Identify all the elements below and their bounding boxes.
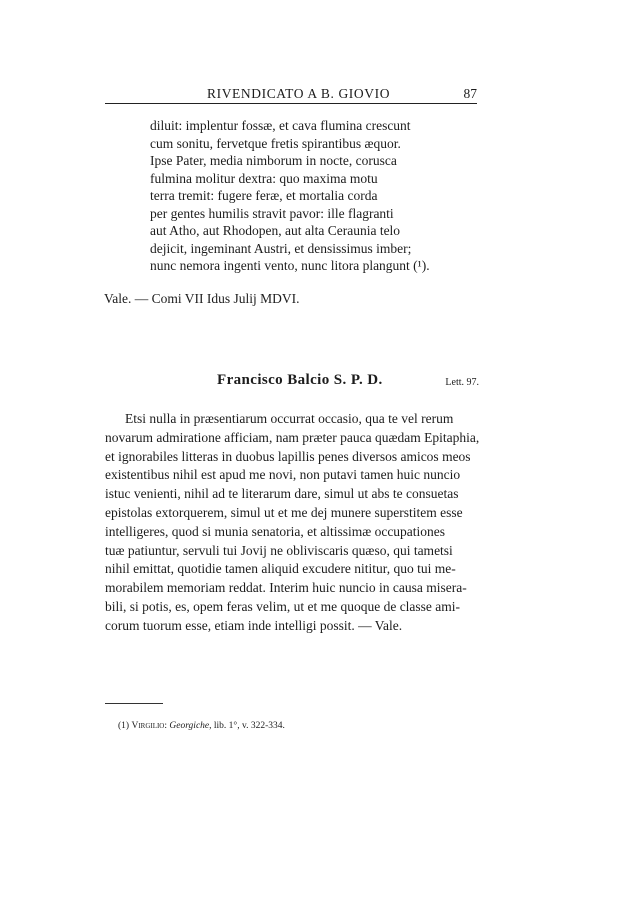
body-line: morabilem memoriam reddat. Interim huic nuncio in causa misera-: [105, 580, 467, 596]
body-line: bili, si potis, es, opem feras velim, ut et me quoque de classe ami-: [105, 598, 461, 614]
body-line: existentibus nihil est apud me novi, non putavi tamen huic nuncio: [105, 467, 461, 483]
body-line: Etsi nulla in præsentiarum occurrat occasio, qua te vel rerum: [125, 411, 454, 426]
body-line: tuæ patiuntur, servuli tui Jovij ne obliviscaris quæso, qui tametsi: [105, 542, 453, 558]
footnote-rule: [105, 703, 163, 704]
letter-heading: Francisco Balcio S. P. D.: [217, 372, 383, 388]
verse-quotation: [150, 117, 430, 275]
running-title: RIVENDICATO A B. GIOVIO: [207, 86, 391, 101]
footnote: (1) Virgilio: Georgiche, lib. 1°, v. 322-334.: [118, 721, 285, 731]
body-line: novarum admiratione afficiam, nam præter pauca quædam Epitaphia,: [105, 429, 480, 445]
footnote-work: Georgiche,: [169, 721, 212, 731]
running-header: [105, 86, 477, 104]
verse-line: cum sonitu, fervetque fretis spirantibus æquor.: [150, 135, 401, 151]
verse-line: diluit: implentur fossæ, et cava flumina crescunt: [150, 118, 411, 133]
body-line: corum tuorum esse, etiam inde intelligi possit. — Vale.: [105, 617, 403, 633]
verse-line: terra tremit: fugere feræ, et mortalia corda: [150, 188, 378, 203]
letter-reference: Lett. 97.: [445, 377, 479, 388]
verse-line: dejicit, ingeminant Austri, et densissimus imber;: [150, 240, 412, 256]
verse-line: fulmina molitur dextra: quo maxima motu: [150, 170, 378, 186]
verse-line: per gentes humilis stravit pavor: ille flagranti: [150, 205, 394, 221]
body-line: et ignorabiles litteras in duobus lapillis penes diversos amicos meos: [105, 448, 471, 464]
header-rule: [105, 103, 477, 104]
body-line: epistolas extorquerem, simul ut et me dej munere superstitem esse: [105, 504, 463, 520]
verse-line: nunc nemora ingenti vento, nunc litora plangunt (¹).: [150, 258, 430, 273]
sign-off: Vale. — Comi VII Idus Julij MDVI.: [104, 291, 300, 306]
footnote-citation: lib. 1°, v. 322-334.: [213, 721, 285, 731]
page-number: 87: [463, 86, 477, 101]
letter-heading-row: [105, 372, 479, 392]
verse-line: Ipse Pater, media nimborum in nocte, corusca: [150, 153, 397, 168]
verse-line: aut Atho, aut Rhodopen, aut alta Ceraunia telo: [150, 223, 401, 238]
footnote-marker: (1): [118, 721, 130, 731]
body-line: nihil emittat, quotidie tamen aliquid excudere nititur, quo tui me-: [105, 561, 456, 577]
body-line: intelligeres, quod si munia senatoria, et altissimæ occupationes: [105, 523, 446, 539]
letter-body: [105, 410, 479, 636]
body-line: istuc venienti, nihil ad te literarum dare, simul ut abs te consuetas: [105, 486, 459, 502]
footnote-author: Virgilio: [131, 721, 165, 731]
